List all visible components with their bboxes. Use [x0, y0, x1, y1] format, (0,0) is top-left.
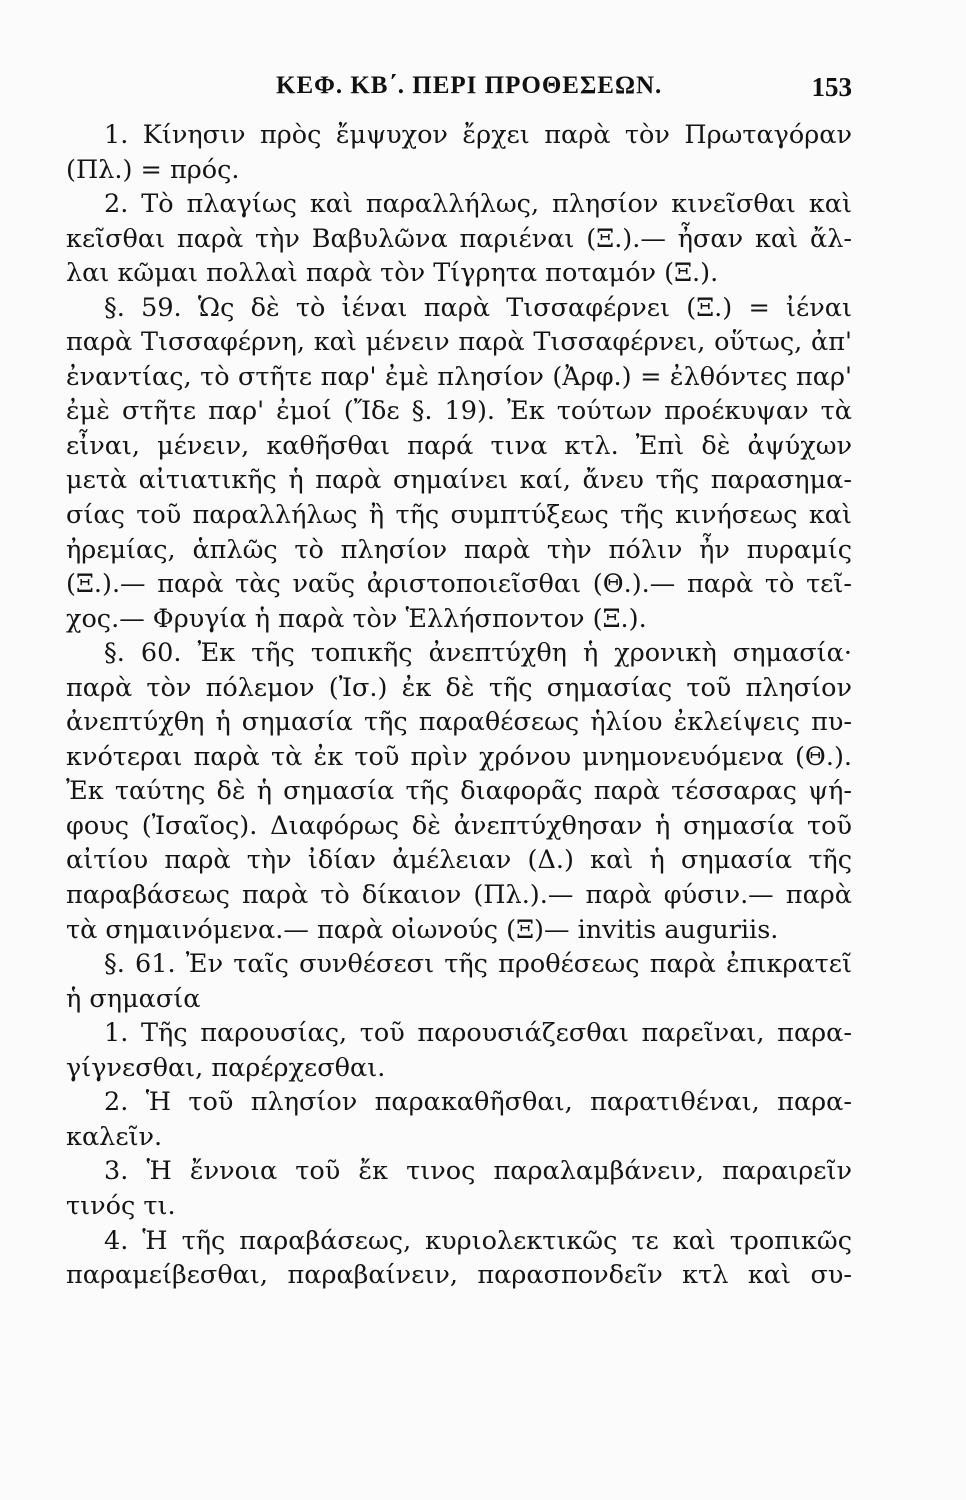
text-line: χος.— Φρυγία ἡ παρὰ τὸν Ἑλλήσποντον (Ξ.). [66, 603, 647, 634]
text-line: 3. Ἡ ἔννοια τοῦ ἔκ τινος παραλαμβάνειν, παραιρεῖν [104, 1156, 852, 1187]
text-line: σίας τοῦ παραλλήλως ἢ τῆς συμπτύξεως τῆς κινήσεως καὶ [66, 500, 852, 531]
text-line: παραμείβεσθαι, παραβαίνειν, παρασπονδεῖν κτλ καὶ συ- [66, 1260, 852, 1291]
text-line: 2. Ἡ τοῦ πλησίον παρακαθῆσθαι, παρατιθέναι, παρα- [104, 1087, 852, 1118]
text-line: μετὰ αἰτιατικῆς ἡ παρὰ σημαίνει καί, ἄνευ τῆς παρασημα- [66, 465, 852, 496]
body-text [66, 118, 852, 1293]
text-line: (Ξ.).— παρὰ τὰς ναῦς ἀριστοποιεῖσθαι (Θ.).— παρὰ τὸ τεῖ- [66, 569, 852, 600]
text-line: γίγνεσθαι, παρέρχεσθαι. [66, 1052, 386, 1083]
text-line: παρὰ Τισσαφέρνη, καὶ μένειν παρὰ Τισσαφέρνει, οὕτως, ἀπ' [66, 327, 852, 358]
text-line: παραβάσεως παρὰ τὸ δίκαιον (Πλ.).— παρὰ φύσιν.— παρὰ [66, 880, 852, 911]
text-line: 4. Ἡ τῆς παραβάσεως, κυριολεκτικῶς τε καὶ τροπικῶς [104, 1225, 852, 1256]
text-line: Ἐκ ταύτης δὲ ἡ σημασία τῆς διαφορᾶς παρὰ τέσσαρας ψή- [66, 776, 852, 807]
text-line: τινός τι. [66, 1190, 176, 1221]
text-line: ἀνεπτύχθη ἡ σημασία τῆς παραθέσεως ἡλίου ἐκλείψεις πυ- [66, 707, 852, 738]
text-line: 1. Τῆς παρουσίας, τοῦ παρουσιάζεσθαι παρεῖναι, παρα- [104, 1018, 852, 1049]
text-line: 1. Κίνησιν πρὸς ἔμψυχον ἔρχει παρὰ τὸν Πρωταγόραν [104, 120, 852, 150]
text-line: παρὰ τὸν πόλεμον (Ἰσ.) ἐκ δὲ τῆς σημασίας τοῦ πλησίον [66, 672, 852, 703]
text-line: τὰ σημαινόμενα.— παρὰ οἰωνούς (Ξ)— invitis auguriis. [66, 914, 779, 945]
text-line: ἠρεμίας, ἁπλῶς τὸ πλησίον παρὰ τὴν πόλιν ἦν πυραμίς [66, 534, 852, 565]
text-line: ἐμὲ στῆτε παρ' ἐμοί (Ἴδε §. 19). Ἐκ τούτων προέκυψαν τὰ [66, 396, 852, 427]
text-line: 2. Τὸ πλαγίως καὶ παραλλήλως, πλησίον κινεῖσθαι καὶ [104, 189, 852, 220]
page-header [66, 72, 852, 108]
running-head: ΚΕΦ. ΚΒ΄. ΠΕΡΙ ΠΡΟΘΕΣΕΩΝ. [276, 72, 663, 99]
text-line: §. 59. Ὡς δὲ τὸ ἰέναι παρὰ Τισσαφέρνει (Ξ.) = ἰέναι [104, 292, 852, 323]
text-line: εἶναι, μένειν, καθῆσθαι παρά τινα κτλ. Ἐπὶ δὲ ἀψύχων [66, 430, 852, 461]
text-line: ἡ σημασία [66, 983, 201, 1014]
text-line: κεῖσθαι παρὰ τὴν Βαβυλῶνα παριέναι (Ξ.).— ἦσαν καὶ ἄλ- [66, 223, 852, 254]
text-line: λαι κῶμαι πολλαὶ παρὰ τὸν Τίγρητα ποταμόν (Ξ.). [66, 258, 719, 289]
text-line: καλεῖν. [66, 1121, 163, 1152]
text-line: φους (Ἰσαῖος). Διαφόρως δὲ ἀνεπτύχθησαν ἡ σημασία τοῦ [66, 810, 852, 841]
text-line: §. 60. Ἐκ τῆς τοπικῆς ἀνεπτύχθη ἡ χρονικὴ σημασία· [104, 638, 852, 669]
text-line: (Πλ.) = πρός. [66, 154, 240, 185]
text-line: §. 61. Ἐν ταῖς συνθέσεσι τῆς προθέσεως παρὰ ἐπικρατεῖ [104, 949, 852, 980]
text-line: ἐναντίας, τὸ στῆτε παρ' ἐμὲ πλησίον (Ἀρφ.) = ἐλθόντες παρ' [66, 361, 852, 392]
page-number: 153 [811, 72, 852, 102]
text-line: κνότεραι παρὰ τὰ ἐκ τοῦ πρὶν χρόνου μνημονευόμενα (Θ.). [66, 741, 852, 772]
text-line: αἰτίου παρὰ τὴν ἰδίαν ἀμέλειαν (Δ.) καὶ ἡ σημασία τῆς [66, 845, 852, 876]
